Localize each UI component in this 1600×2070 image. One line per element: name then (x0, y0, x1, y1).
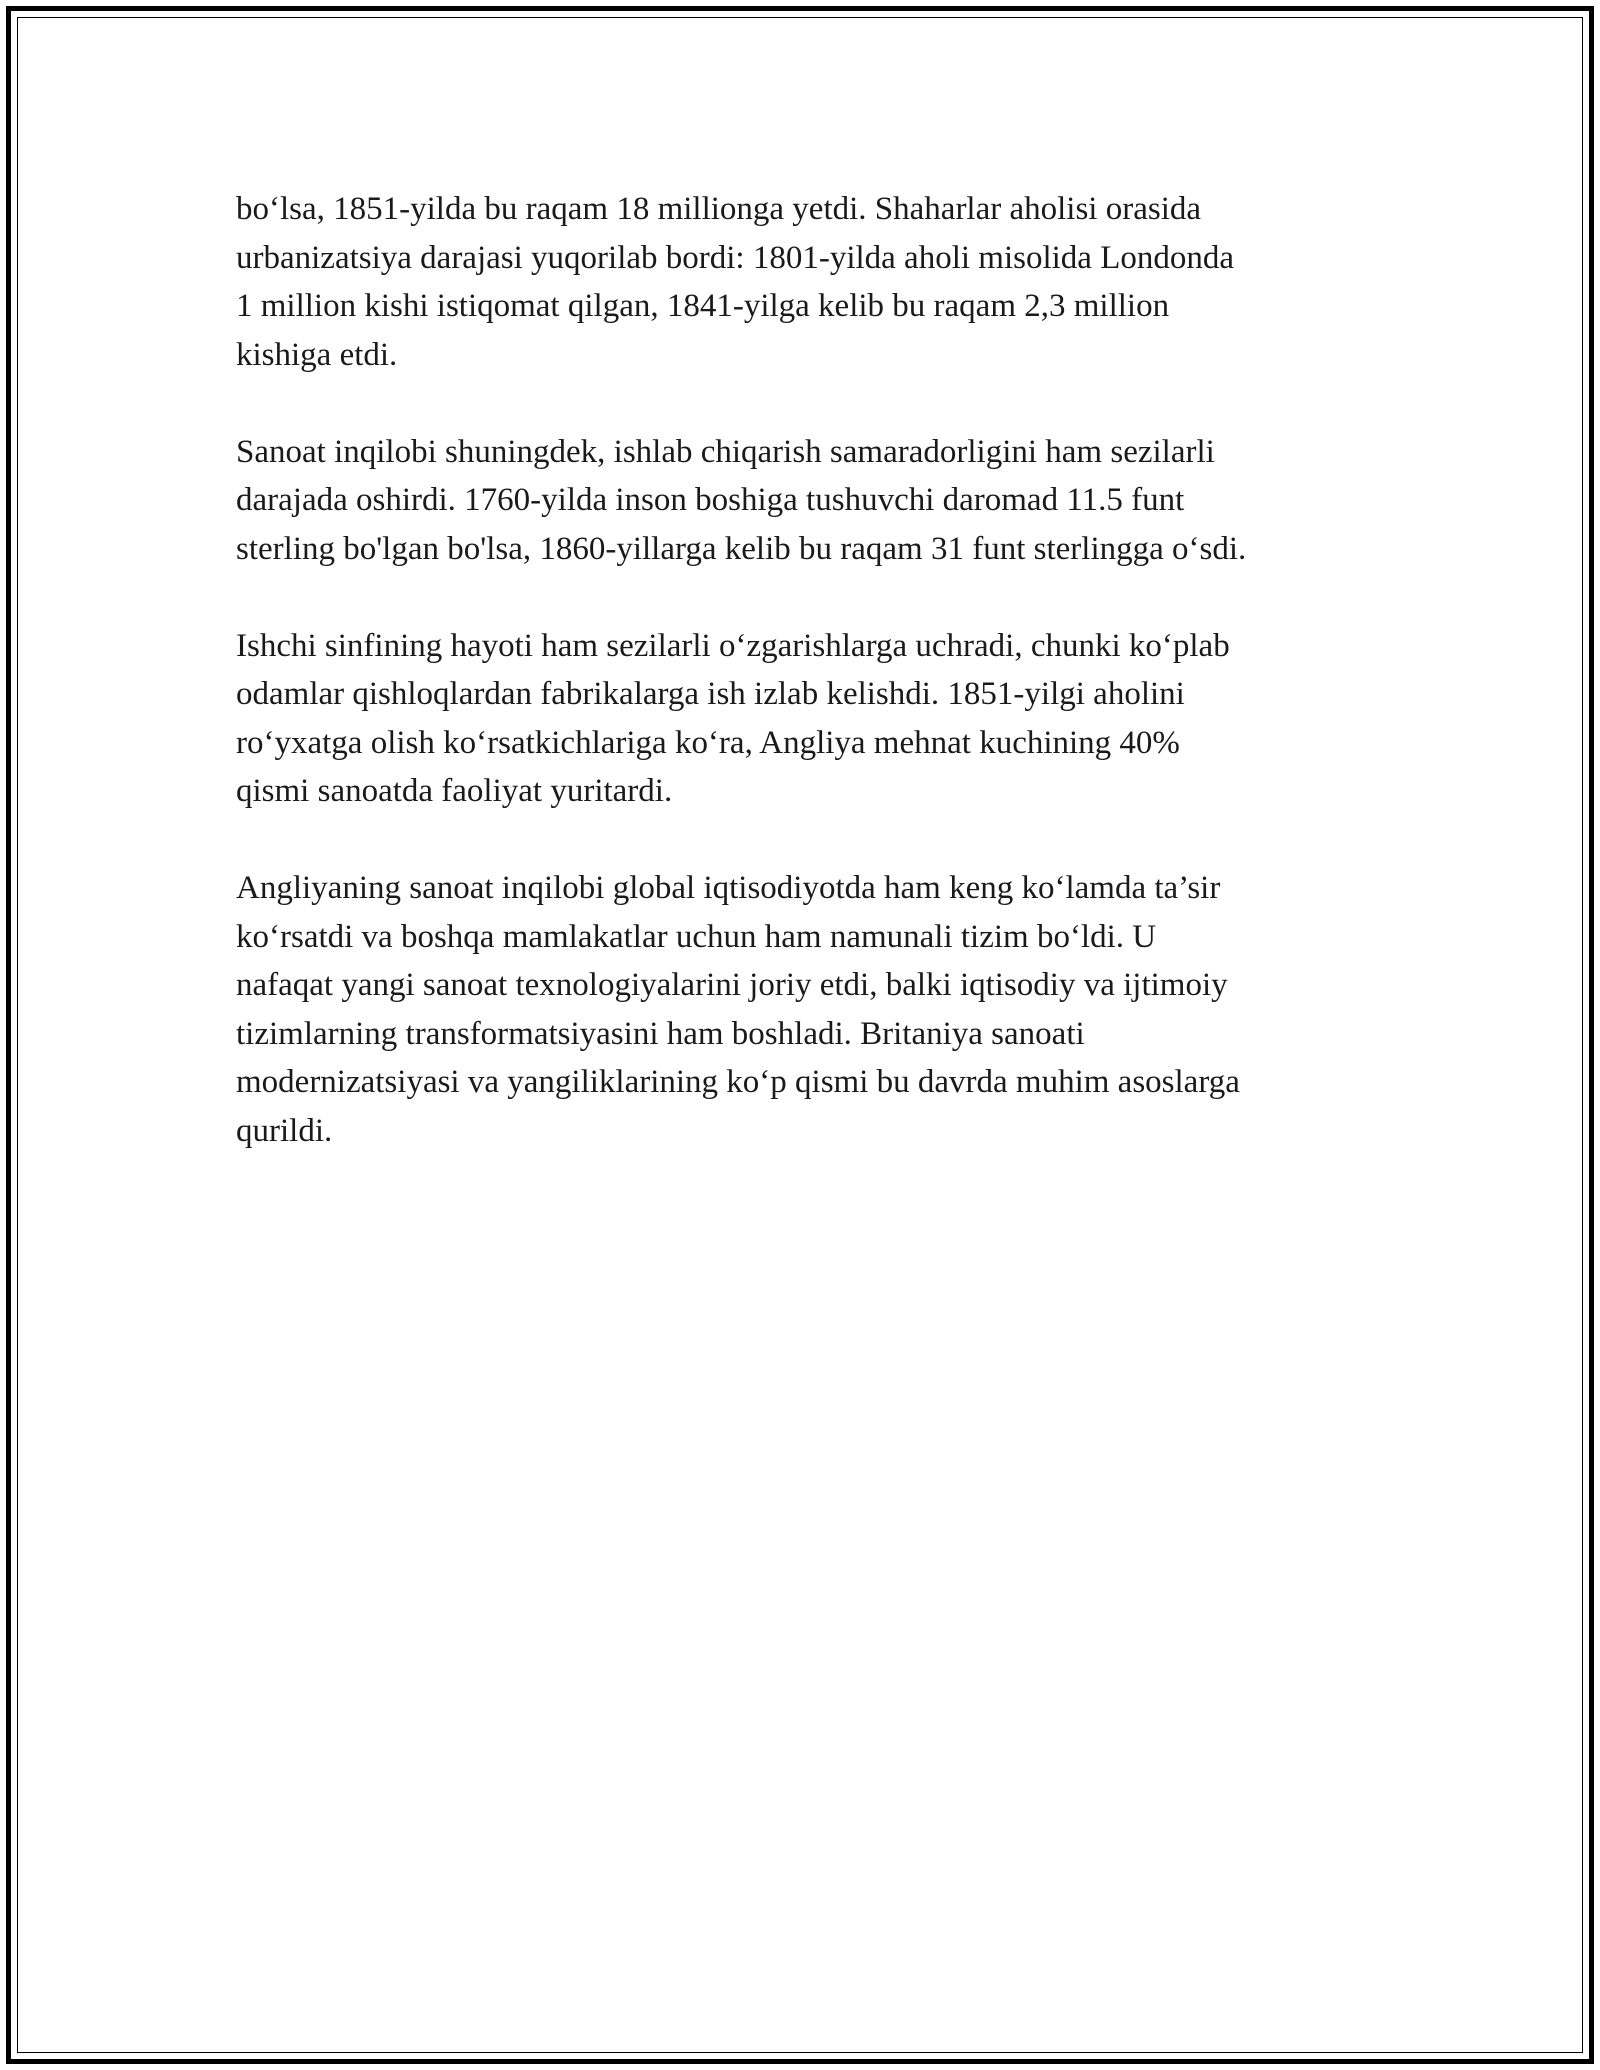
paragraph-working-class: Ishchi sinfining hayoti ham sezilarli o‘zgarishlarga uchradi, chunki ko‘plab odamlar qishloqlardan fabrikalarga ish izlab kelishdi. 1851-yilgi aholini ro‘yxatga olish ko‘rsatkichlariga ko‘ra, Angliya mehnat kuchining 40% qismi sanoatda faoliyat yuritardi. (236, 627, 1230, 809)
paragraph-productivity: Sanoat inqilobi shuningdek, ishlab chiqarish samaradorligini ham sezilarli darajada oshirdi. 1760-yilda inson boshiga tushuvchi daromad 11.5 funt sterling bo'lgan bo'lsa, 1860-yillarga kelib bu raqam 31 funt sterlingga o‘sdi. (236, 433, 1247, 567)
paragraph-global-impact: Angliyaning sanoat inqilobi global iqtisodiyotda ham keng ko‘lamda ta’sir ko‘rsatdi va boshqa mamlakatlar uchun ham namunali tizim bo‘ldi. U nafaqat yangi sanoat texnologiyalarini joriy etdi, balki iqtisodiy va ijtimoiy tizimlarning transformatsiyasini ham boshladi. Britaniya sanoati modernizatsiyasi va yangiliklarining ko‘p qismi bu davrda muhim asoslarga qurildi. (236, 870, 1240, 1149)
paragraph-population: bo‘lsa, 1851-yilda bu raqam 18 millionga yetdi. Shaharlar aholisi orasida urbanizatsiya darajasi yuqorilab bordi: 1801-yilda aholi misolida Londonda 1 million kishi istiqomat qilgan, 1841-yilga kelib bu raqam 2,3 million kishiga etdi. (236, 191, 1235, 373)
document-body (236, 185, 1366, 1204)
